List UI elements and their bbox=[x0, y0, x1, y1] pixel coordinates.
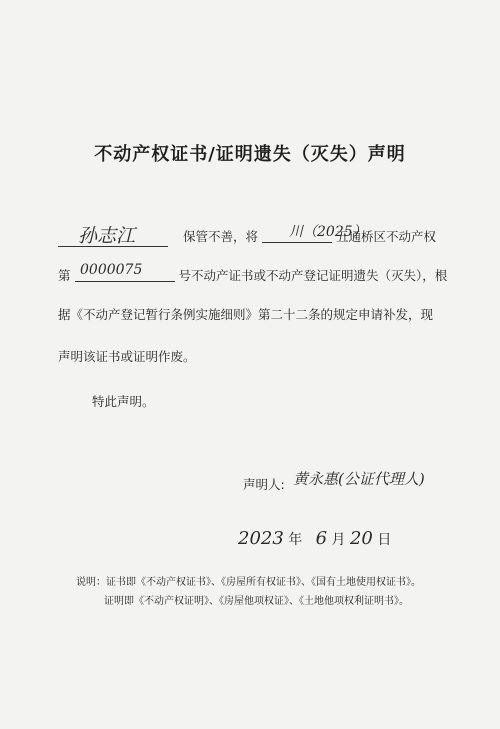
cert-number-handwritten: 0000075 bbox=[80, 262, 143, 278]
cert-prefix-handwritten: 川（2025） bbox=[289, 224, 367, 240]
line-4: 声明该证书或证明作废。 bbox=[58, 349, 196, 364]
note-line-2: 证明即《不动产权证明》、《房屋他项权证》、《土地他项权利证明书》。 bbox=[104, 596, 409, 607]
closing-text: 特此声明。 bbox=[92, 394, 155, 409]
date-day: 20 bbox=[349, 528, 373, 549]
declarant-signature: 黄永惠(公证代理人) bbox=[293, 470, 425, 488]
declaration-date bbox=[238, 528, 391, 549]
declarant-label: 声明人: bbox=[243, 477, 285, 492]
date-month: 6 bbox=[315, 528, 328, 549]
date-day-unit: 日 bbox=[377, 532, 392, 548]
cert-area: 五通桥区不动产权 bbox=[335, 229, 436, 244]
line-2-text: 号不动产证书或不动产登记证明遗失（灭失），根 bbox=[178, 268, 448, 283]
note-line-1: 说明：证书即《不动产权证书》、《房屋所有权证书》、《国有土地使用权证书》。 bbox=[76, 577, 421, 588]
date-year-unit: 年 bbox=[288, 532, 303, 548]
holder-name-handwritten: 孙志江 bbox=[78, 225, 136, 247]
line-2-prefix: 第 bbox=[58, 268, 71, 283]
line-3: 据《不动产登记暂行条例实施细则》第二十二条的规定申请补发，现 bbox=[58, 307, 434, 322]
date-year: 2023 bbox=[238, 528, 284, 549]
line-1-text: 保管不善，将 bbox=[183, 229, 259, 244]
document-title: 不动产权证书/证明遗失（灭失）声明 bbox=[94, 144, 406, 165]
date-month-unit: 月 bbox=[331, 532, 346, 548]
